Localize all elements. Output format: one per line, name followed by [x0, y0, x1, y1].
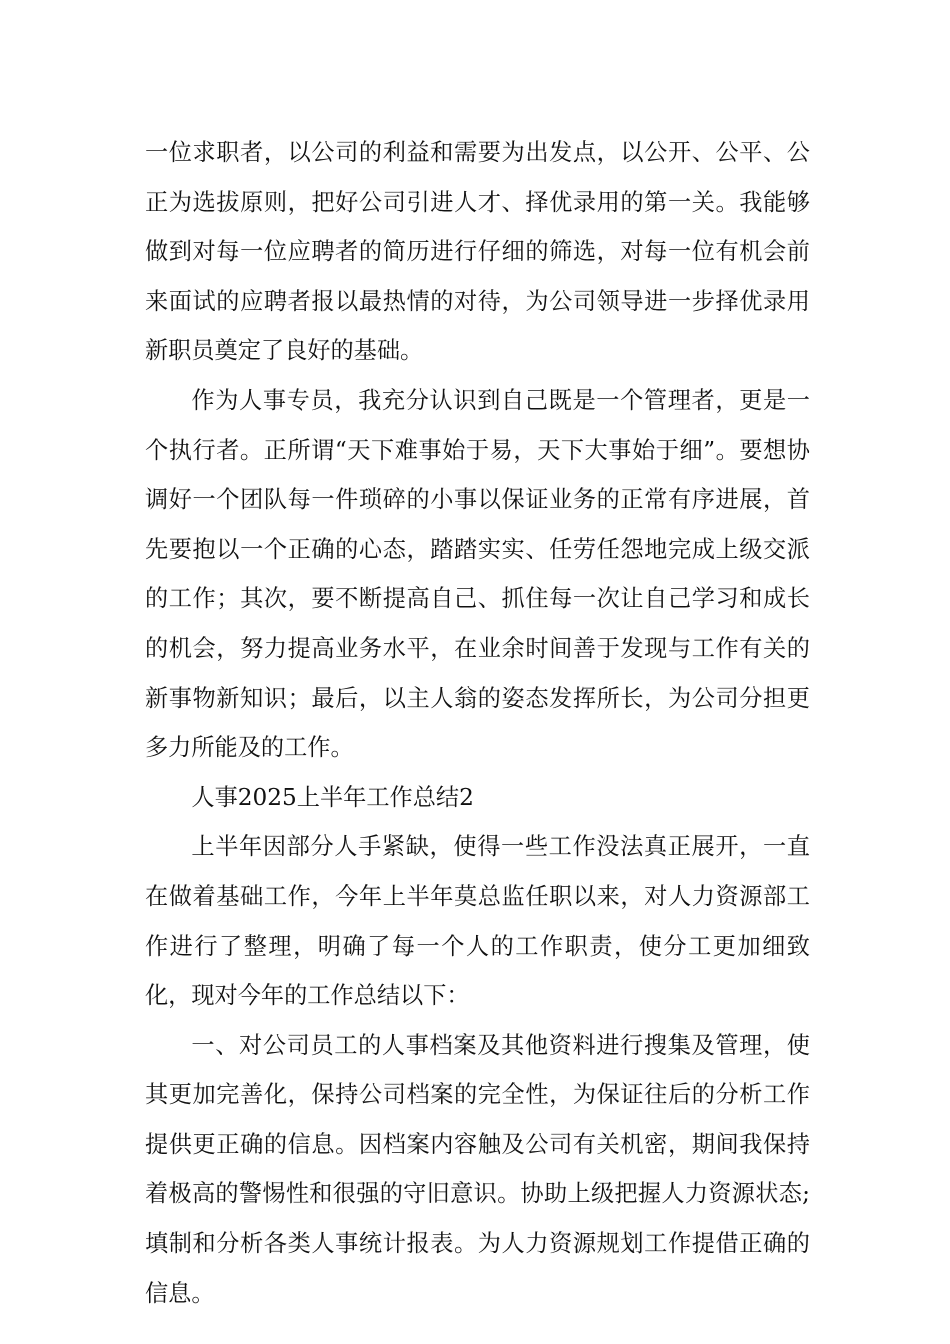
- section-heading: 人事2025上半年工作总结2: [191, 783, 474, 811]
- document-body: [145, 128, 810, 1318]
- paragraph-recruitment: 一位求职者，以公司的利益和需要为出发点，以公开、公平、公正为选拔原则，把好公司引进人才、择优录用的第一关。我能够做到对每一位应聘者的简历进行仔细的筛选，对每一位有机会前来面试的应聘者报以最热情的对待，为公司领导进一步择优录用新职员奠定了良好的基础。: [145, 139, 810, 365]
- paragraph-archive-management: 一、对公司员工的人事档案及其他资料进行搜集及管理，使其更加完善化，保持公司档案的完全性，为保证往后的分析工作提供更正确的信息。因档案内容触及公司有关机密，期间我保持着极高的警惕性和很强的守旧意识。协助上级把握人力资源状态;填制和分析各类人事统计报表。为人力资源规划工作提借正确的信息。: [145, 1031, 810, 1307]
- paragraph-first-half-summary: 上半年因部分人手紧缺，使得一些工作没法真正展开，一直在做着基础工作，今年上半年莫总监任职以来，对人力资源部工作进行了整理，明确了每一个人的工作职责，使分工更加细致化，现对今年的工作总结以下：: [145, 833, 810, 1010]
- paragraph-hr-specialist: 作为人事专员，我充分认识到自己既是一个管理者，更是一个执行者。正所谓“天下难事始于易，天下大事始于细”。要想协调好一个团队每一件琐碎的小事以保证业务的正常有序进展，首先要抱以一个正确的心态，踏踏实实、任劳任怨地完成上级交派的工作；其次，要不断提高自己、抓住每一次让自己学习和成长的机会，努力提高业务水平，在业余时间善于发现与工作有关的新事物新知识；最后，以主人翁的姿态发挥所长，为公司分担更多力所能及的工作。: [145, 386, 810, 762]
